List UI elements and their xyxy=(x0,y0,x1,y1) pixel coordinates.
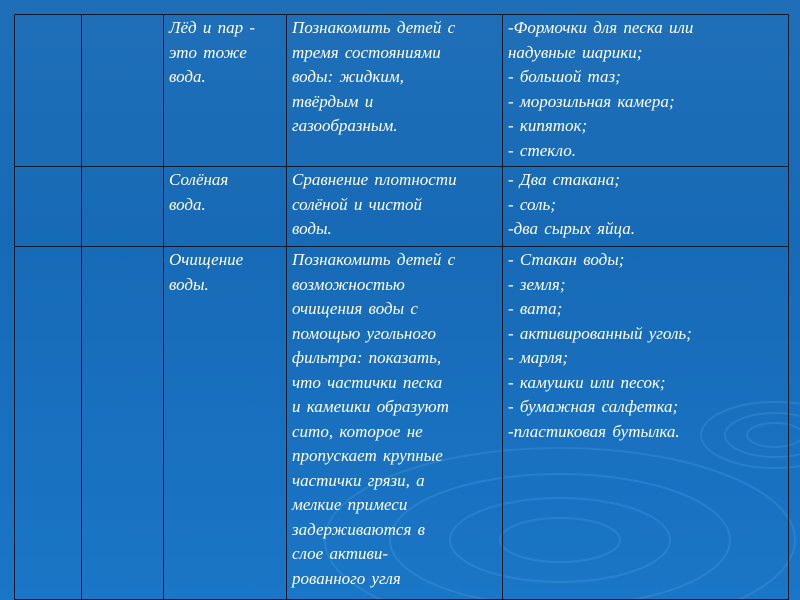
experiment-goal-line: частички грязи, а xyxy=(292,470,425,490)
material-item: - Два стакана; xyxy=(508,170,620,189)
experiment-materials-cell xyxy=(503,247,789,600)
experiment-goal-line: солёной и чистой xyxy=(292,194,423,214)
experiments-table xyxy=(14,14,789,600)
material-item: - вата; xyxy=(508,299,563,318)
experiment-title-line: Очищение xyxy=(169,250,244,269)
experiment-goal-line: очищения воды с xyxy=(292,299,418,318)
experiment-materials-cell xyxy=(503,167,789,247)
material-item: - стекло. xyxy=(508,140,576,160)
experiment-goal-line: Познакомить детей с xyxy=(292,18,456,37)
experiment-goal-line: что частички песка xyxy=(292,372,443,392)
experiment-goal-line: Сравнение плотности xyxy=(292,170,457,189)
experiment-goal-line: и камешки образуют xyxy=(292,397,449,416)
material-item: - камушки или песок; xyxy=(508,372,666,392)
experiment-goal-line: воды. xyxy=(292,219,332,238)
experiment-goal-line: возможностью xyxy=(292,274,405,294)
experiment-goal-line: помощью угольного xyxy=(292,323,436,343)
experiment-goal-line: слое активи- xyxy=(292,544,389,563)
experiment-goal-line: задерживаются в xyxy=(292,519,425,539)
material-item: - морозильная камера; xyxy=(508,91,675,111)
experiment-goal-line: фильтра: показать, xyxy=(292,348,442,367)
material-item: надувные шарики; xyxy=(508,42,643,62)
experiment-goal-line: Познакомить детей с xyxy=(292,250,456,269)
material-item: - Стакан воды; xyxy=(508,250,625,269)
experiment-title-line: вода. xyxy=(169,194,206,214)
experiment-goal-line: сито, которое не xyxy=(292,421,423,441)
experiment-goal-line: мелкие примеси xyxy=(292,495,408,514)
number-cell xyxy=(15,167,82,247)
experiment-goal-line: воды: жидким, xyxy=(292,67,404,86)
number-cell xyxy=(15,15,82,167)
experiment-materials-cell xyxy=(503,15,789,167)
experiment-goal-line: газообразным. xyxy=(292,116,398,135)
material-item: - кипяток; xyxy=(508,116,588,135)
experiment-goal-cell xyxy=(287,167,503,247)
material-item: - большой таз; xyxy=(508,67,621,86)
material-item: - марля; xyxy=(508,348,569,367)
experiment-goal-line: тремя состояниями xyxy=(292,42,441,62)
material-item: -Формочки для песка или xyxy=(508,18,694,37)
blank-cell xyxy=(82,167,164,247)
experiment-title-cell xyxy=(164,15,287,167)
material-item: - бумажная салфетка; xyxy=(508,397,679,416)
material-item: -два сырых яйца. xyxy=(508,219,636,238)
experiment-title-line: это тоже xyxy=(169,42,247,62)
table-row xyxy=(15,15,789,167)
experiment-goal-line: пропускает крупные xyxy=(292,446,443,465)
experiment-title-cell xyxy=(164,167,287,247)
experiment-title-line: Лёд и пар - xyxy=(169,18,256,37)
blank-cell xyxy=(82,247,164,600)
experiment-goal-cell xyxy=(287,247,503,600)
experiment-title-line: Солёная xyxy=(169,170,229,189)
table-row xyxy=(15,247,789,600)
material-item: - активированный уголь; xyxy=(508,323,692,343)
experiment-goal-line: твёрдым и xyxy=(292,91,374,111)
blank-cell xyxy=(82,15,164,167)
experiment-title-cell xyxy=(164,247,287,600)
material-item: -пластиковая бутылка. xyxy=(508,421,680,441)
material-item: - земля; xyxy=(508,274,566,294)
material-item: - соль; xyxy=(508,194,556,214)
experiment-title-line: воды. xyxy=(169,274,209,294)
experiment-goal-cell xyxy=(287,15,503,167)
number-cell xyxy=(15,247,82,600)
experiment-title-line: вода. xyxy=(169,67,206,86)
table-row xyxy=(15,167,789,247)
experiment-goal-line: рованного угля xyxy=(292,568,401,588)
